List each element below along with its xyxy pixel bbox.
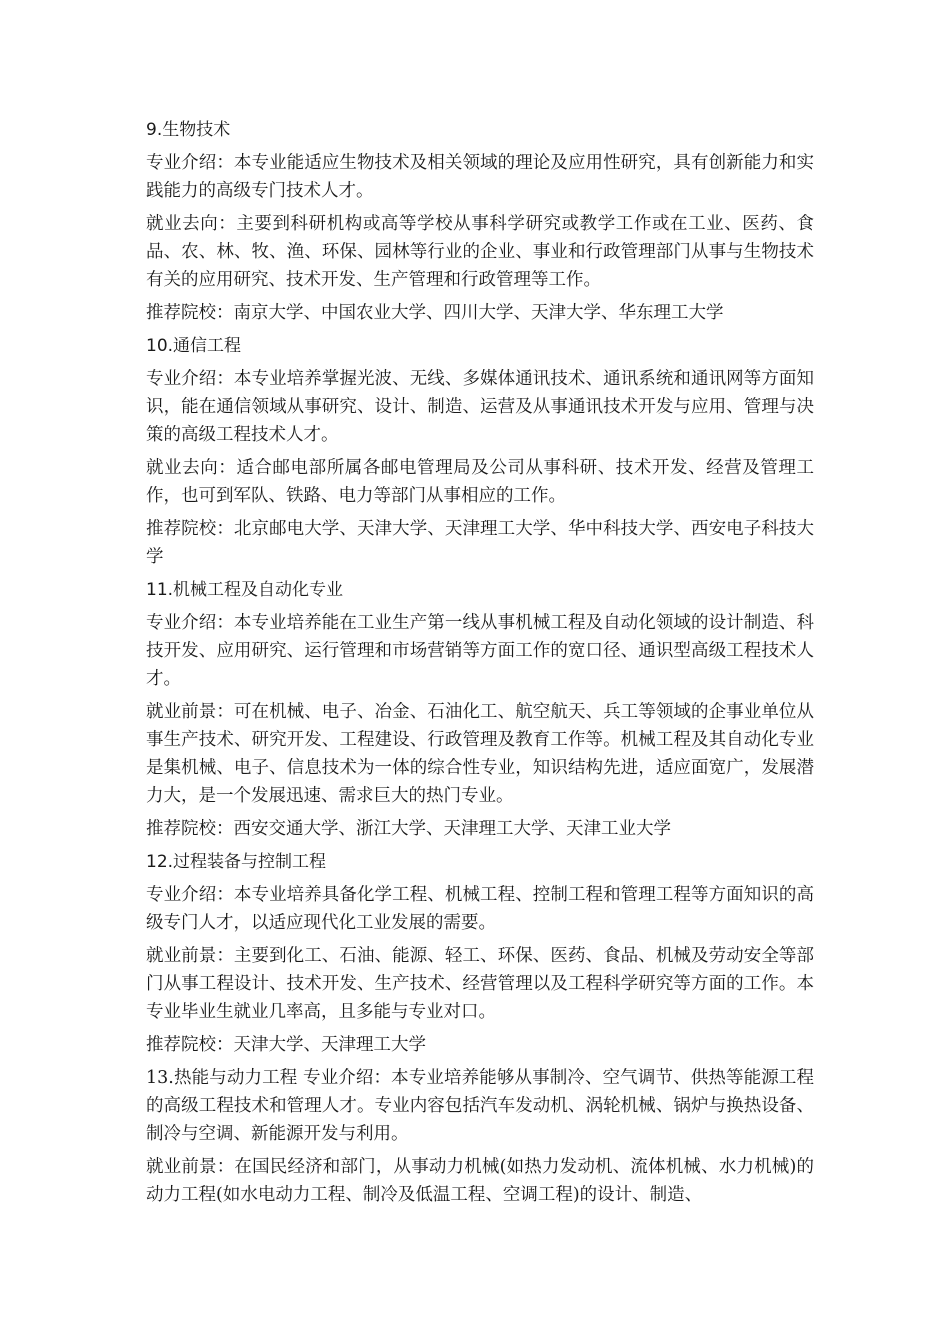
section-heading: 11.机械工程及自动化专业 xyxy=(146,580,344,600)
section-heading: 9.生物技术 xyxy=(146,120,231,140)
paragraph-schools: 推荐院校：天津大学、天津理工大学 xyxy=(146,1035,426,1055)
paragraph-career: 就业前景：主要到化工、石油、能源、轻工、环保、医药、食品、机械及劳动安全等部门从事工程设计、技术开发、生产技术、经营管理以及工程科学研究等方面的工作。本专业毕业生就业几率高，且多能与专业对口。 xyxy=(146,946,814,1022)
paragraph-schools: 推荐院校：西安交通大学、浙江大学、天津理工大学、天津工业大学 xyxy=(146,819,671,839)
section-heading: 12.过程装备与控制工程 xyxy=(146,852,327,872)
paragraph-intro: 专业介绍：本专业培养掌握光波、无线、多媒体通讯技术、通讯系统和通讯网等方面知识，能在通信领域从事研究、设计、制造、运营及从事通讯技术开发与应用、管理与决策的高级工程技术人才。 xyxy=(146,369,814,445)
paragraph-career: 就业前景：可在机械、电子、冶金、石油化工、航空航天、兵工等领域的企事业单位从事生产技术、研究开发、工程建设、行政管理及教育工作等。机械工程及其自动化专业是集机械、电子、信息技术为一体的综合性专业，知识结构先进，适应面宽广，发展潜力大，是一个发展迅速、需求巨大的热门专业。 xyxy=(146,702,814,806)
paragraph-career: 就业去向：主要到科研机构或高等学校从事科学研究或教学工作或在工业、医药、食品、农、林、牧、渔、环保、园林等行业的企业、事业和行政管理部门从事与生物技术有关的应用研究、技术开发、生产管理和行政管理等工作。 xyxy=(146,214,814,290)
paragraph-intro: 专业介绍：本专业培养具备化学工程、机械工程、控制工程和管理工程等方面知识的高级专门人才，以适应现代化工业发展的需要。 xyxy=(146,885,814,933)
paragraph-intro: 专业介绍：本专业培养能在工业生产第一线从事机械工程及自动化领域的设计制造、科技开发、应用研究、运行管理和市场营销等方面工作的宽口径、通识型高级工程技术人才。 xyxy=(146,613,814,689)
paragraph-career: 就业去向：适合邮电部所属各邮电管理局及公司从事科研、技术开发、经营及管理工作，也可到军队、铁路、电力等部门从事相应的工作。 xyxy=(146,458,814,506)
section-biotech xyxy=(146,116,814,327)
paragraph-career: 就业前景：在国民经济和部门，从事动力机械(如热力发动机、流体机械、水力机械)的动力工程(如水电动力工程、制冷及低温工程、空调工程)的设计、制造、 xyxy=(146,1157,814,1205)
section-communication-engineering xyxy=(146,332,814,571)
paragraph-schools: 推荐院校：北京邮电大学、天津大学、天津理工大学、华中科技大学、西安电子科技大学 xyxy=(146,519,814,567)
document-page xyxy=(146,116,814,1214)
section-process-equipment xyxy=(146,848,814,1059)
paragraph-schools: 推荐院校：南京大学、中国农业大学、四川大学、天津大学、华东理工大学 xyxy=(146,303,724,323)
section-mechanical-engineering xyxy=(146,576,814,843)
paragraph-intro: 专业介绍：本专业能适应生物技术及相关领域的理论及应用性研究，具有创新能力和实践能力的高级专门技术人才。 xyxy=(146,153,814,201)
section-heading: 10.通信工程 xyxy=(146,336,242,356)
section-thermal-power xyxy=(146,1064,814,1209)
paragraph-intro: 13.热能与动力工程 专业介绍：本专业培养能够从事制冷、空气调节、供热等能源工程的高级工程技术和管理人才。专业内容包括汽车发动机、涡轮机械、锅炉与换热设备、制冷与空调、新能源开发与利用。 xyxy=(146,1068,814,1144)
